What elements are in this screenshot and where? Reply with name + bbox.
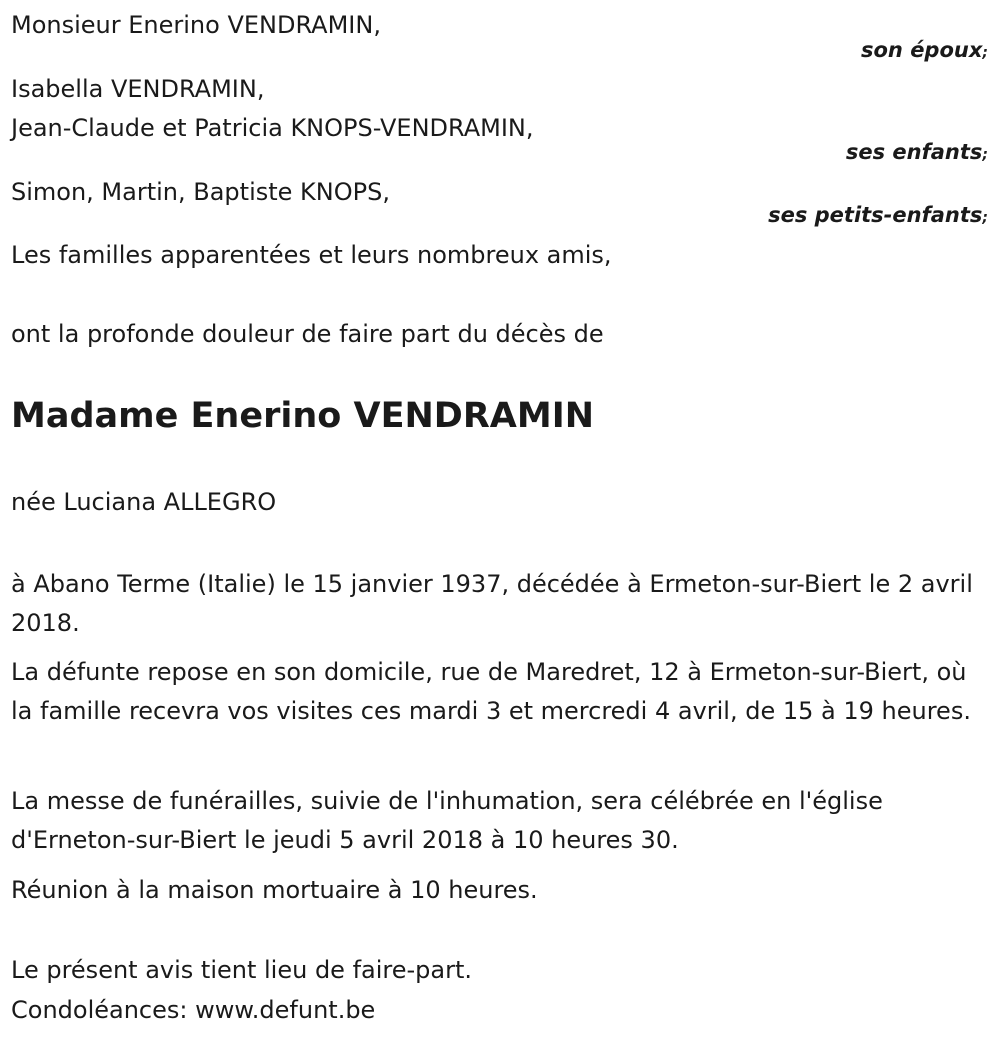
grandchildren-role-label: ses petits-enfants (768, 203, 983, 227)
deceased-name: Madame Enerino VENDRAMIN (11, 396, 595, 436)
role-separator: ; (982, 210, 988, 226)
spouse-role-label: son époux (861, 38, 983, 62)
funeral-paragraph: La messe de funérailles, suivie de l'inhumation, sera célébrée en l'église d'Erneton-sur-Biert le jeudi 5 avril 2018 à 10 heures 30. (11, 787, 883, 854)
announcement-line: ont la profonde douleur de faire part du décès de (11, 320, 604, 348)
role-separator: ; (982, 147, 988, 163)
children-role (846, 137, 988, 170)
birth-death-paragraph: à Abano Terme (Italie) le 15 janvier 1937, décédée à Ermeton-sur-Biert le 2 avril 2018. (11, 570, 973, 637)
spouse-name: Monsieur Enerino VENDRAMIN, (11, 11, 381, 39)
meeting-paragraph: Réunion à la maison mortuaire à 10 heures. (11, 876, 538, 904)
repose-paragraph: La défunte repose en son domicile, rue de Maredret, 12 à Ermeton-sur-Biert, où la famille recevra vos visites ces mardi 3 et mercredi 4 avril, de 15 à 19 heures. (11, 658, 971, 725)
condolences-link[interactable]: Condoléances: www.defunt.be (11, 996, 376, 1024)
grandchildren-role (768, 200, 988, 233)
children-role-label: ses enfants (845, 140, 983, 164)
child-name-1: Isabella VENDRAMIN, (11, 75, 265, 103)
role-separator: ; (982, 45, 988, 61)
notice-line: Le présent avis tient lieu de faire-part. (11, 956, 473, 984)
child-name-2: Jean-Claude et Patricia KNOPS-VENDRAMIN, (11, 114, 534, 142)
grandchildren-names: Simon, Martin, Baptiste KNOPS, (11, 178, 390, 206)
spouse-role (861, 35, 988, 68)
relatives-line: Les familles apparentées et leurs nombreux amis, (11, 241, 612, 269)
birth-name: née Luciana ALLEGRO (11, 488, 277, 516)
